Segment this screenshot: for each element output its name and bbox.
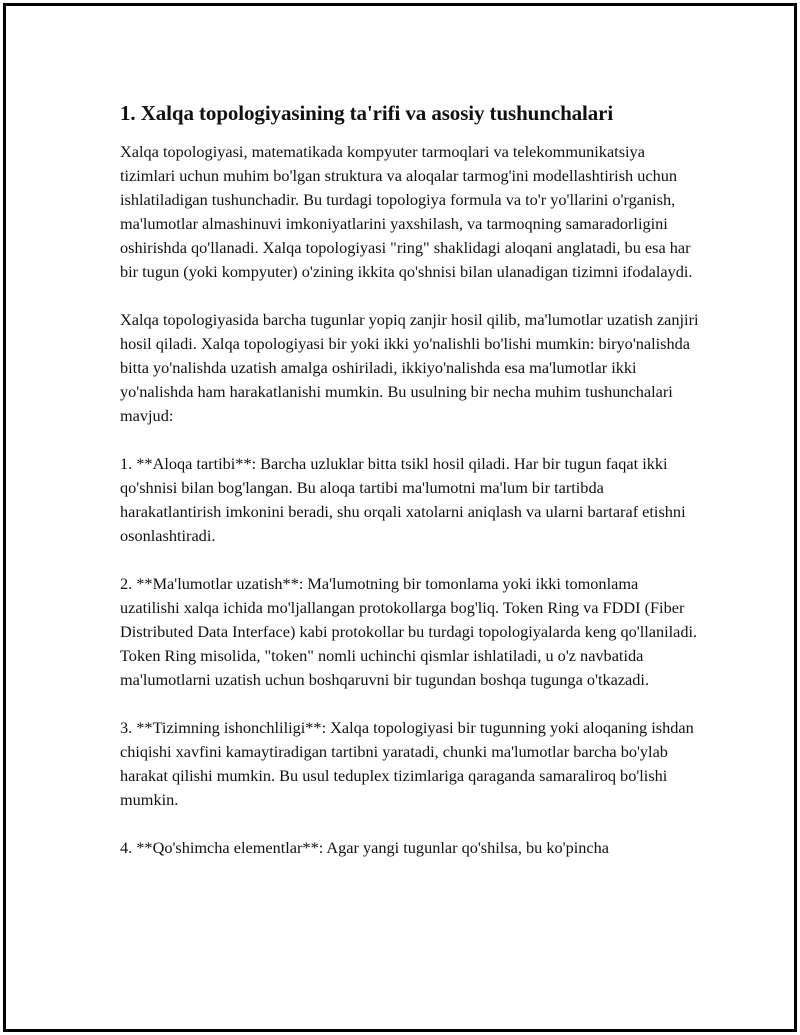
- paragraph-item-3: 3. **Tizimning ishonchliligi**: Xalqa topologiyasi bir tugunning yoki aloqaning ishdan chiqishi xavfini kamaytiradigan tartibni yaratadi, chunki ma'lumotlar barcha bo'ylab harakat qilishi mumkin. Bu usul teduplex tizimlariga qaraganda samaraliroq bo'lishi mumkin.: [120, 718, 694, 809]
- paragraph-chain: Xalqa topologiyasida barcha tugunlar yopiq zanjir hosil qilib, ma'lumotlar uzatish zanjiri hosil qiladi. Xalqa topologiyasi bir yoki ikki yo'nalishli bo'lishi mumkin: biryo'nalishda bitta yo'nalishda uzatish amalga oshiriladi, ikkiyo'nalishda esa ma'lumotlar ikki yo'nalishda ham harakatlanishi mumkin. Bu usulning bir necha muhim tushunchalari mavjud:: [120, 310, 699, 425]
- document-title: 1. Xalqa topologiyasining ta'rifi va asosiy tushunchalari: [120, 101, 614, 125]
- page-frame: [3, 3, 797, 1032]
- paragraph-item-4: 4. **Qo'shimcha elementlar**: Agar yangi tugunlar qo'shilsa, bu ko'pincha: [120, 838, 609, 857]
- document-body: [120, 98, 700, 884]
- paragraph-intro: Xalqa topologiyasi, matematikada kompyuter tarmoqlari va telekommunikatsiya tizimlari uchun muhim bo'lgan struktura va aloqalar tarmog'ini modellashtirish uchun ishlatiladigan tushunchadir. Bu turdagi topologiya formula va to'r yo'llarini o'rganish, ma'lumotlar almashinuvi imkoniyatlarini yaxshilash, va tarmoqning samaradorligini oshirishda qo'llanadi. Xalqa topologiyasi "ring" shaklidagi aloqani anglatadi, bu esa har bir tugun (yoki kompyuter) o'zining ikkita qo'shnisi bilan ulanadigan tizimni ifodalaydi.: [120, 142, 693, 281]
- paragraph-item-2: 2. **Ma'lumotlar uzatish**: Ma'lumotning bir tomonlama yoki ikki tomonlama uzatilishi xalqa ichida mo'ljallangan protokollarga bog'liq. Token Ring va FDDI (Fiber Distributed Data Interface) kabi protokollar bu turdagi topologiyalarda keng qo'llaniladi. Token Ring misolida, "token" nomli uchinchi qismlar ishlatiladi, u o'z navbatida ma'lumotlarni uzatish uchun boshqaruvni bir tugundan boshqa tugunga o'tkazadi.: [120, 574, 698, 689]
- paragraph-item-1: 1. **Aloqa tartibi**: Barcha uzluklar bitta tsikl hosil qiladi. Har bir tugun faqat ikki qo'shnisi bilan bog'langan. Bu aloqa tartibi ma'lumotni ma'lum bir tartibda harakatlantirish imkonini beradi, shu orqali xatolarni aniqlash va ularni bartaraf etishni osonlashtiradi.: [120, 454, 686, 545]
